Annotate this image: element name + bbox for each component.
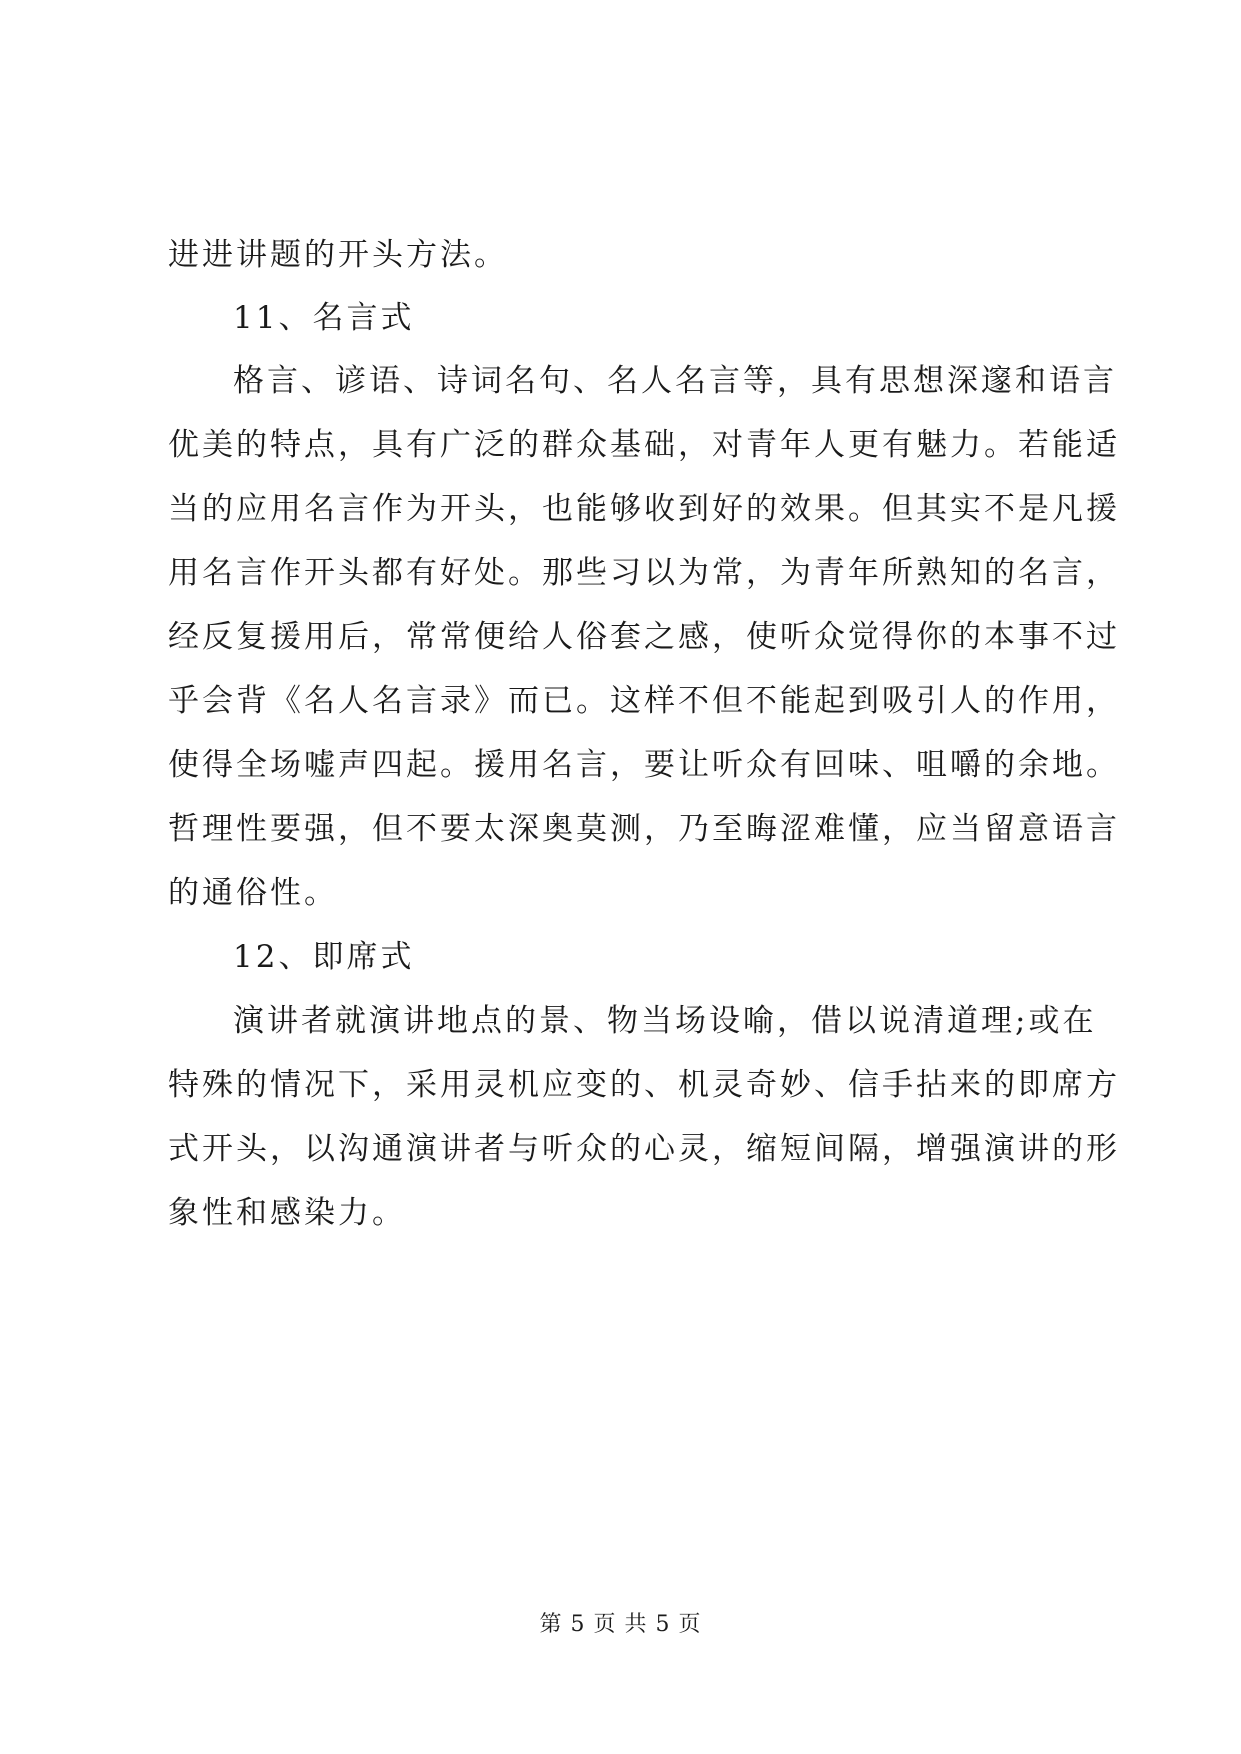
body-text-line: 使得全场嘘声四起。援用名言，要让听众有回味、咀嚼的余地。 xyxy=(168,747,1120,783)
body-text-line: 格言、谚语、诗词名句、名人名言等，具有思想深邃和语言 xyxy=(233,363,1117,399)
body-text-line: 优美的特点，具有广泛的群众基础，对青年人更有魅力。若能适 xyxy=(168,427,1120,463)
body-text-line: 进进讲题的开头方法。 xyxy=(168,237,508,273)
body-text-line: 当的应用名言作为开头，也能够收到好的效果。但其实不是凡援 xyxy=(168,491,1120,527)
section-heading-famous-quote: 11、名言式 xyxy=(233,300,415,336)
body-text-line: 演讲者就演讲地点的景、物当场设喻，借以说清道理;或在 xyxy=(233,1003,1097,1039)
body-text-line: 的通俗性。 xyxy=(168,875,338,911)
body-text-line: 象性和感染力。 xyxy=(168,1195,406,1231)
body-text-line: 式开头，以沟通演讲者与听众的心灵，缩短间隔，增强演讲的形 xyxy=(168,1131,1120,1167)
body-text-line: 经反复援用后，常常便给人俗套之感，使听众觉得你的本事不过 xyxy=(168,619,1120,655)
page-number-footer: 第 5 页 共 5 页 xyxy=(539,1612,702,1637)
body-text-line: 用名言作开头都有好处。那些习以为常，为青年所熟知的名言， xyxy=(168,555,1120,591)
body-text-line: 哲理性要强，但不要太深奥莫测，乃至晦涩难懂，应当留意语言 xyxy=(168,811,1120,847)
body-text-line: 特殊的情况下，采用灵机应变的、机灵奇妙、信手拈来的即席方 xyxy=(168,1067,1120,1103)
section-heading-impromptu: 12、即席式 xyxy=(233,939,415,975)
body-text-line: 乎会背《名人名言录》而已。这样不但不能起到吸引人的作用， xyxy=(168,683,1120,719)
